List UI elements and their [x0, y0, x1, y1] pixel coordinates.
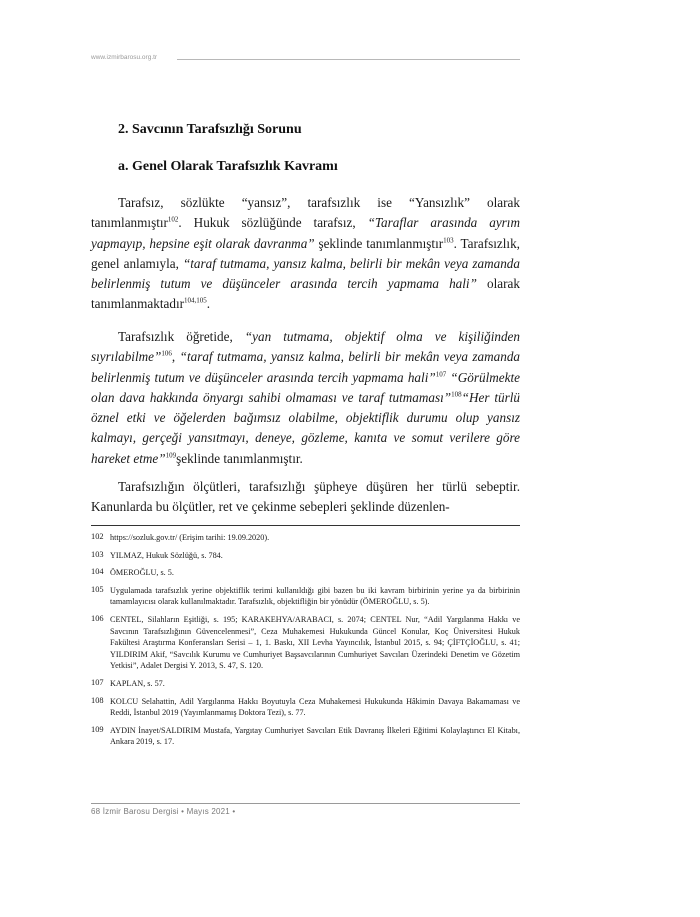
footnote	[91, 614, 520, 672]
footnote-ref: 107	[435, 370, 447, 379]
footer-rule	[91, 803, 520, 804]
footnote-number: 109	[91, 724, 104, 734]
footnote-number: 102	[91, 532, 104, 541]
subsection-heading: a. Genel Olarak Tarafsızlık Kavramı	[118, 159, 338, 174]
footnote	[91, 678, 520, 690]
footnote-text: KAPLAN, s. 57.	[110, 678, 165, 688]
footnote-text: https://sozluk.gov.tr/ (Erişim tarihi: 19.09.2020).	[110, 533, 270, 542]
footnote-ref: 108	[451, 390, 462, 399]
paragraph-1: Tarafsız, sözlükte “yansız”, tarafsızlık ise “Yansızlık” olarak tanımlanmıştır$^{102}$. Hukuk sözlüğünde tarafsız, “Taraflar arasında ayrım yapmayıp, hepsine eşit olarak davranma” şeklinde tanımlanmıştır$^{103}$. Tarafsızlık, genel anlamıyla, “taraf tutmama, yansız kalma, belirli bir mekân veya zamanda belirlenmiş tutum ve düşünceler arasında tercih yapmama hali” olarak tanımlanmaktadır$^{104,105}$.	[91, 195, 520, 312]
footnote-number: 108	[91, 695, 104, 705]
section-heading: 2. Savcının Tarafsızlığı Sorunu	[118, 122, 302, 137]
footnote	[91, 550, 520, 562]
footnote-number: 105	[91, 584, 104, 594]
header-rule	[177, 59, 520, 60]
footnote-text: AYDIN İnayet/SALDIRIM Mustafa, Yargıtay Cumhuriyet Savcıları Etik Davranış İlkeleri Eğitimi Kolaylaştırıcı El Kitabı, Ankara 2019, s. 17.	[110, 725, 520, 747]
paragraph-3: Tarafsızlığın ölçütleri, tarafsızlığı şüpheye düşüren her türlü sebeptir. Kanunlarda bu ölçütler, ret ve çekinme sebepleri şeklinde düzenlen-	[91, 479, 520, 515]
footnote-text: KOLCU Selahattin, Adil Yargılanma Hakkı Boyutuyla Ceza Muhakemesi Hukukunda Hâkimin Davaya Bakamaması ve Reddi, İstanbul 2019 (Yayımlanmamış Doktora Tezi), s. 77.	[110, 696, 520, 718]
footnote-text: YILMAZ, Hukuk Sözlüğü, s. 784.	[110, 550, 223, 560]
footnote-number: 103	[91, 549, 104, 559]
footnotes	[91, 532, 520, 754]
footnote	[91, 725, 520, 748]
footnote-ref: 103	[443, 236, 454, 245]
footnote-rule	[91, 525, 520, 526]
footnote	[91, 585, 520, 608]
footnote	[91, 696, 520, 719]
footnote-text: ÖMEROĞLU, s. 5.	[110, 568, 174, 578]
page-footer: 68 İzmir Barosu Dergisi • Mayıs 2021 •	[91, 807, 236, 816]
footnote-text: CENTEL, Silahların Eşitliği, s. 195; KARAKEHYA/ARABACI, s. 2074; CENTEL Nur, “Adil Yargılanma Hakkı ve Savcının Tarafsızlığının Güvencelenmesi”, Ceza Muhakemesi Hukukunda Güncel Konular, Koç Üniversitesi Hukuk Fakültesi Araştırma Konferansları Serisi – 1, 1. Baskı, XII Levha Yayıncılık, İstanbul 2015, s. 94; ÇİFTÇİOĞLU, s. 41; YILDIRIM Akif, “Savcılık Kurumu ve Cumhuriyet Başsavcılarının Cumhuriyet Savcıları Üzerindeki Denetim ve Gözetim Yetkisi”, Adalet Dergisi Y. 2013, S. 47, S. 120.	[110, 614, 520, 671]
paragraph-2: Tarafsızlık öğretide, “yan tutmama, objektif olma ve kişiliğinden sıyrılabilme”$^{106}$, “taraf tutmama, yansız kalma, belirli bir mekân veya zamanda belirlenmiş tutum ve düşünceler arasında tercih yapmama hali”$^{107}$ “Görülmekte olan dava hakkında önyargı sahibi olmaması ve taraf tutmaması”$^{108}$“Her türlü öznel etki ve öğelerden bağımsız olabilme, objektiflik durumu olup yansız kalmayı, gerçeği yansıtmayı, deneye, gözleme, kanıta ve somut verilere göre hareket etme”$^{109}$şeklinde tanımlanmıştır.	[91, 329, 521, 466]
footnote-number: 104	[91, 567, 104, 577]
footnote-number: 106	[91, 613, 104, 623]
footnote	[91, 532, 520, 544]
footnote-ref: 109	[165, 451, 177, 460]
footnote-ref: 104,105	[184, 297, 207, 306]
footnote-ref: 102	[167, 215, 179, 224]
footnote-number: 107	[91, 677, 104, 687]
header-url: www.izmirbarosu.org.tr	[91, 54, 158, 61]
footnote-ref: 106	[161, 349, 172, 358]
footnote	[91, 567, 520, 579]
footnote-text: Uygulamada tarafsızlık yerine objektiflik terimi kullanıldığı gibi bazen bu iki kavram birbirinin yerine ya da birbirinin tamamlayıcısı olarak kullanılmaktadır. Tarafsızlık, objektifliğin bir yönüdür (ÖMEROĞLU, s. 5).	[110, 585, 520, 607]
